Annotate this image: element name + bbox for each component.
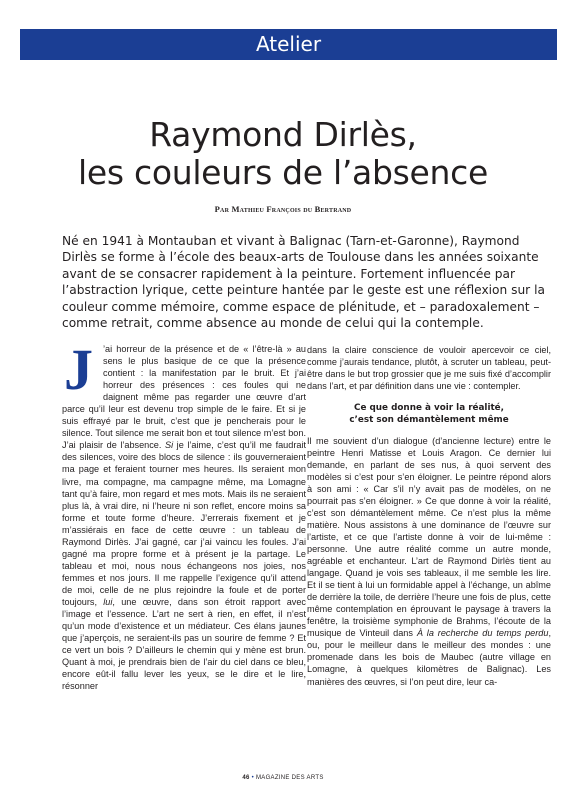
footer-separator: • bbox=[251, 775, 254, 781]
body-text: , ou, pour le meilleur dans le meilleur des mondes : une promenade dans les bois de Maubec (autre village en Lomagne, à quelques kilomètres de Balignac). Les manières des œuvres, si l’on peut dire, leur ca- bbox=[307, 628, 551, 687]
body-text: , une œuvre, dans son étroit rapport avec l’image et l’essence. L’art ne sert à rien, en effet, il n’est qu’un mode d’existence et un médiateur. Ces élans jaunes que j’aperçois, ne seraient-ils pas un sourire de femme ? Et ce vert un bois ? D’ailleurs le chemin qui y mène est brun. Quant à moi, je prendrais bien de l’air du ciel dans ce bleu, encore eût-il fallu lever les yeux, se le dire et le lire, résonner bbox=[62, 596, 306, 692]
subhead-line-1: Ce que donne à voir la réalité, bbox=[354, 403, 504, 414]
column-left bbox=[62, 337, 307, 692]
magazine-name: MAGAZINE DES ARTS bbox=[255, 775, 324, 781]
section-banner: Atelier bbox=[20, 29, 557, 60]
body-paragraph: dans la claire conscience de vouloir apercevoir ce ciel, comme j’aurais tendance, plutôt, à scruter un tableau, peut-être dans le but trop grossier que je me suis fixé d’accomplir dans l’art, et par définition dans une vie : contempler. bbox=[307, 345, 551, 392]
body-text: Il me souvient d’un dialogue (d’ancienne lecture) entre le peintre Henri Matisse et Louis Aragon. Ce dernier lui demande, en parlant de ses nus, à quoi servent des modèles si c’est pour s’en éloigner. Le peintre répond alors à son ami : « Car s’il n’y avait pas de modèles, on ne pourrait pas s’en éloigner. » Ce que donne à voir la réalité, c’est son démantèlement même. Ce n’est plus la même matière. Nous assistons à une dominance de l’œuvre sur l’artiste, et ce que l’artiste donne à voir de lui-même : personne. Une autre réalité comme un autre monde, agréable et enchanteur. L’art de Raymond Dirlès tient au langage. Quand je vois ses tableaux, il me semble les lire. Et il se tient à lui un formidable appel à l’échange, un abîme de derrière la toile, de derrière l’heure une fois de plus, cette même contemplation en éprouvant le paysage à travers la fenêtre, la troisième symphonie de Brahms, l’écoute de la musique de Vinteuil dans bbox=[307, 435, 551, 639]
body-paragraph bbox=[62, 337, 307, 692]
title-line-1: Raymond Dirlès, bbox=[149, 115, 417, 154]
body-italic: lui bbox=[103, 596, 113, 607]
byline bbox=[0, 204, 566, 214]
body-paragraph bbox=[307, 435, 551, 688]
lead-paragraph: Né en 1941 à Montauban et vivant à Balignac (Tarn-et-Garonne), Raymond Dirlès se forme à l’école des beaux-arts de Toulouse dans les années soixante avant de se consacrer rapidement à la peinture. Fortement influencée par l’abstraction lyrique, cette peinture hantée par le geste est une réflexion sur la couleur comme mémoire, comme espace de plénitude, et – paradoxalement – comme retrait, comme absence au monde de celui qui la contemple. bbox=[62, 234, 545, 331]
body-text: je l’aime, c’est qu’il me faudrait des silences, voire des blocs de silence : ils gouverneraient ma page et feraient tourner mes heures. Ils seraient mon livre, ma compagne, ma campagne même, ma Lomagne tant qu’à faire, mon regard et mes mots. Mais ils ne seraient plus là, à vrai dire, ni l’heure ni son reflet, encore moins sa forme et toute forme d’heure. J’errerais fixement et je m’assiérais en face de cette œuvre : un tableau de Raymond Dirlès. J’ai gagné, car j’ai vaincu les foules. J’ai gagné ma propre forme et à présent je la partage. Le tableau et moi, nous nous échangeons nos joies, nos femmes et nos jours. Il me rappelle l’exigence qu’il attend de moi, celle de ne plus rejoindre la foule et de porter toujours, bbox=[62, 440, 307, 607]
drop-cap: J bbox=[64, 337, 93, 402]
body-italic: À la recherche du temps perdu bbox=[416, 628, 549, 639]
title-line-2: les couleurs de l’absence bbox=[78, 153, 488, 192]
section-subhead bbox=[307, 402, 551, 426]
article-title bbox=[0, 116, 566, 192]
page-number: 46 bbox=[242, 775, 250, 781]
body-italic: Si bbox=[164, 440, 174, 451]
body-text: ’ai horreur de la présence et de « l’être-là » au sens le plus basique de ce que la présence contient : la manifestation par le bruit. Et j’ai horreur des présences : ces foules qui ne daignent même pas regarder une œuvre d’art parce qu’il leur est devenu trop simple de le faire. Et si je suis effrayé par le bruit, c’est que je pencherais pour le silence. Tout silence me serait bon et tout silence m’est bon. J’ai plaisir de l’absence. bbox=[62, 344, 306, 451]
page-footer bbox=[0, 775, 566, 781]
subhead-line-2: c’est son démantèlement même bbox=[349, 415, 509, 426]
column-right bbox=[307, 344, 551, 688]
byline-text: Par Mathieu François du Bertrand bbox=[214, 204, 352, 214]
